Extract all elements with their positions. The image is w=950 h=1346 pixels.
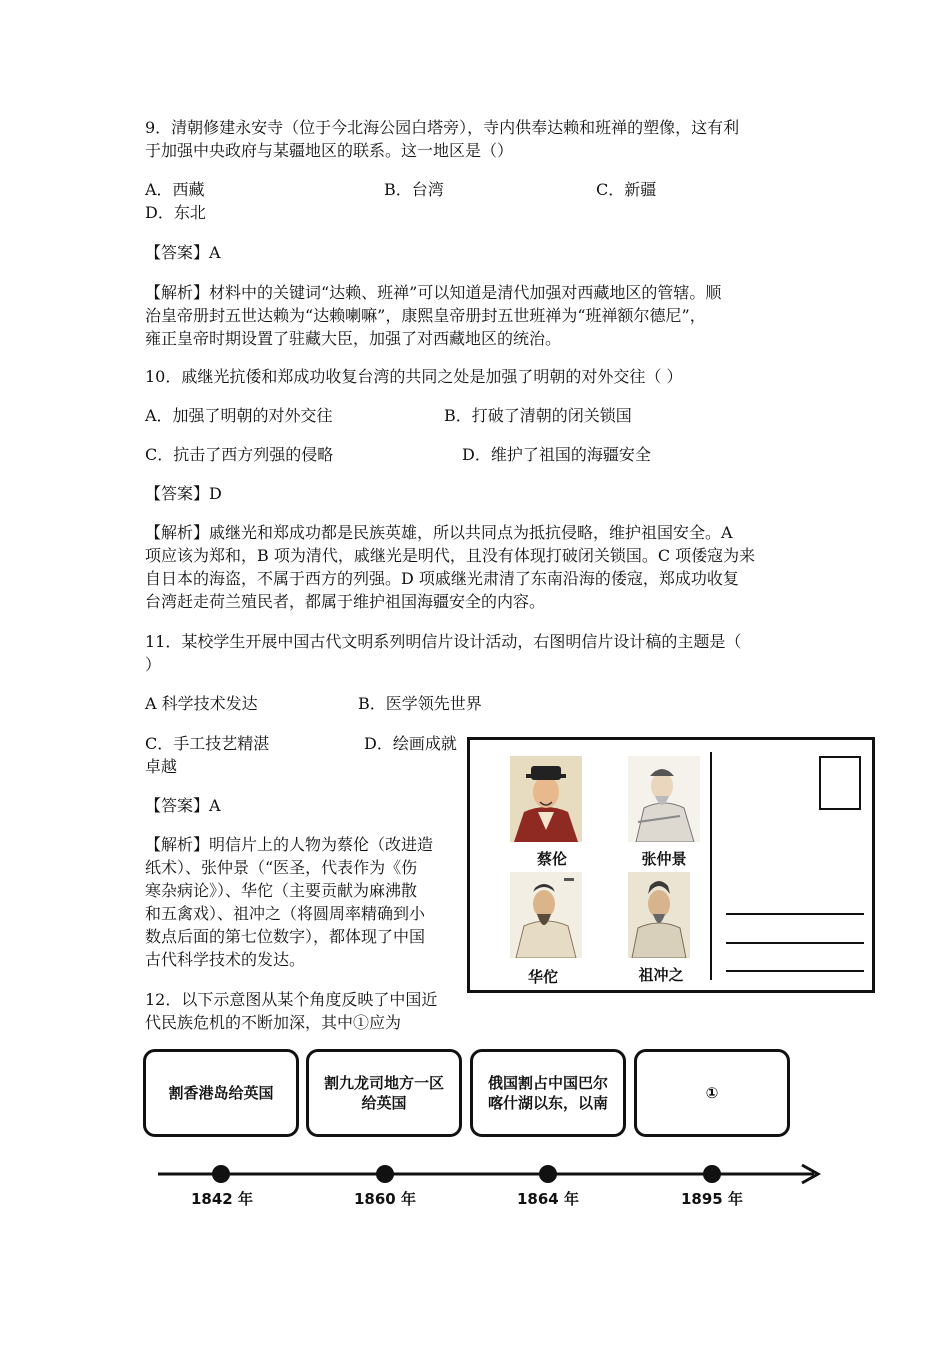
q11-analysis-line2: 纸术）、张仲景（“医圣，代表作为《伤 <box>145 858 418 877</box>
q11-option-b: B．医学领先世界 <box>358 694 482 713</box>
timeline-box-3: 俄国割占中国巴尔喀什湖以东，以南 <box>470 1049 626 1137</box>
q9-answer: 【答案】A <box>145 243 221 262</box>
portrait-zu-chongzhi <box>628 872 690 958</box>
q11-stem-line1: 11．某校学生开展中国古代文明系列明信片设计活动，右图明信片设计稿的主题是（ <box>145 632 742 651</box>
q9-analysis-line2: 治皇帝册封五世达赖为“达赖喇嘛”，康熙皇帝册封五世班禅为“班禅额尔德尼”， <box>145 306 706 325</box>
postcard-figure <box>467 737 875 993</box>
postcard-divider <box>710 752 712 980</box>
timeline-year-1: 1842 年 <box>191 1190 253 1208</box>
q10-option-a: A．加强了明朝的对外交往 <box>145 406 333 425</box>
q11-option-c: C．手工技艺精湛 <box>145 734 270 753</box>
q11-option-a: A 科学技术发达 <box>145 694 258 713</box>
timeline-dot-3 <box>539 1165 557 1183</box>
postcard-stamp-box <box>819 756 861 810</box>
portrait-cai-lun <box>510 756 582 842</box>
postcard-name-3: 华佗 <box>527 968 558 986</box>
q11-answer: 【答案】A <box>145 796 221 815</box>
timeline-box-4: ① <box>634 1049 790 1137</box>
q9-stem-line1: 9．清朝修建永安寺（位于今北海公园白塔旁），寺内供奉达赖和班禅的塑像，这有利 <box>145 118 740 137</box>
portrait-hua-tuo <box>510 872 582 958</box>
q11-analysis-line6: 古代科学技术的发达。 <box>145 950 306 969</box>
timeline-dot-2 <box>376 1165 394 1183</box>
q10-answer: 【答案】D <box>145 484 222 503</box>
q10-option-c: C．抗击了西方列强的侵略 <box>145 445 334 464</box>
q11-stem-line2: ） <box>145 655 162 674</box>
q9-option-a: A．西藏 <box>145 180 205 199</box>
q11-analysis-line3: 寒杂病论》）、华佗（主要贡献为麻沸散 <box>145 881 418 900</box>
timeline-year-4: 1895 年 <box>681 1190 743 1208</box>
q10-option-d: D．维护了祖国的海疆安全 <box>462 445 651 464</box>
postcard-name-2: 张仲景 <box>641 850 687 868</box>
q10-stem: 10．戚继光抗倭和郑成功收复台湾的共同之处是加强了明朝的对外交往（ ） <box>145 367 683 386</box>
postcard-address-line-2 <box>726 942 864 944</box>
q11-option-d: D．绘画成就 <box>364 734 457 753</box>
q9-option-b: B．台湾 <box>384 180 444 199</box>
q10-option-b: B．打破了清朝的闭关锁国 <box>444 406 632 425</box>
q9-analysis-line3: 雍正皇帝时期设置了驻藏大臣，加强了对西藏地区的统治。 <box>145 329 562 348</box>
q11-analysis-line1: 【解析】明信片上的人物为蔡伦（改进造 <box>145 835 434 854</box>
timeline-dot-4 <box>703 1165 721 1183</box>
q9-analysis-line1: 【解析】材料中的关键词“达赖、班禅”可以知道是清代加强对西藏地区的管辖。顺 <box>145 283 722 302</box>
q11-option-d-cont: 卓越 <box>145 757 178 776</box>
q10-analysis-line2: 项应该为郑和，B 项为清代，戚继光是明代，且没有体现打破闭关锁国。C 项倭寇为来 <box>145 546 756 565</box>
q12-stem-line1: 12．以下示意图从某个角度反映了中国近 <box>145 990 438 1009</box>
q9-option-c: C．新疆 <box>596 180 657 199</box>
timeline-year-2: 1860 年 <box>354 1190 416 1208</box>
q10-analysis-line1: 【解析】戚继光和郑成功都是民族英雄，所以共同点为抵抗侵略，维护祖国安全。A <box>145 523 733 542</box>
q10-analysis-line4: 台湾赶走荷兰殖民者，都属于维护祖国海疆安全的内容。 <box>145 592 546 611</box>
q12-stem-line2: 代民族危机的不断加深，其中①应为 <box>145 1013 402 1032</box>
postcard-name-1: 蔡伦 <box>536 850 567 868</box>
timeline-dot-1 <box>212 1165 230 1183</box>
postcard-address-line-1 <box>726 913 864 915</box>
portrait-zhang-zhongjing <box>628 756 700 842</box>
timeline-axis <box>150 1160 830 1188</box>
timeline-year-3: 1864 年 <box>517 1190 579 1208</box>
q11-analysis-line5: 数点后面的第七位数字），都体现了中国 <box>145 927 426 946</box>
q9-option-d: D．东北 <box>145 203 206 222</box>
timeline-box-1: 割香港岛给英国 <box>143 1049 299 1137</box>
postcard-name-4: 祖冲之 <box>638 966 684 984</box>
q11-analysis-line4: 和五禽戏）、祖冲之（将圆周率精确到小 <box>145 904 426 923</box>
q10-analysis-line3: 自日本的海盗，不属于西方的列强。D 项戚继光肃清了东南沿海的倭寇，郑成功收复 <box>145 569 739 588</box>
postcard-address-line-3 <box>726 970 864 972</box>
timeline-box-2: 割九龙司地方一区给英国 <box>306 1049 462 1137</box>
q9-stem-line2: 于加强中央政府与某疆地区的联系。这一地区是（） <box>145 141 514 160</box>
